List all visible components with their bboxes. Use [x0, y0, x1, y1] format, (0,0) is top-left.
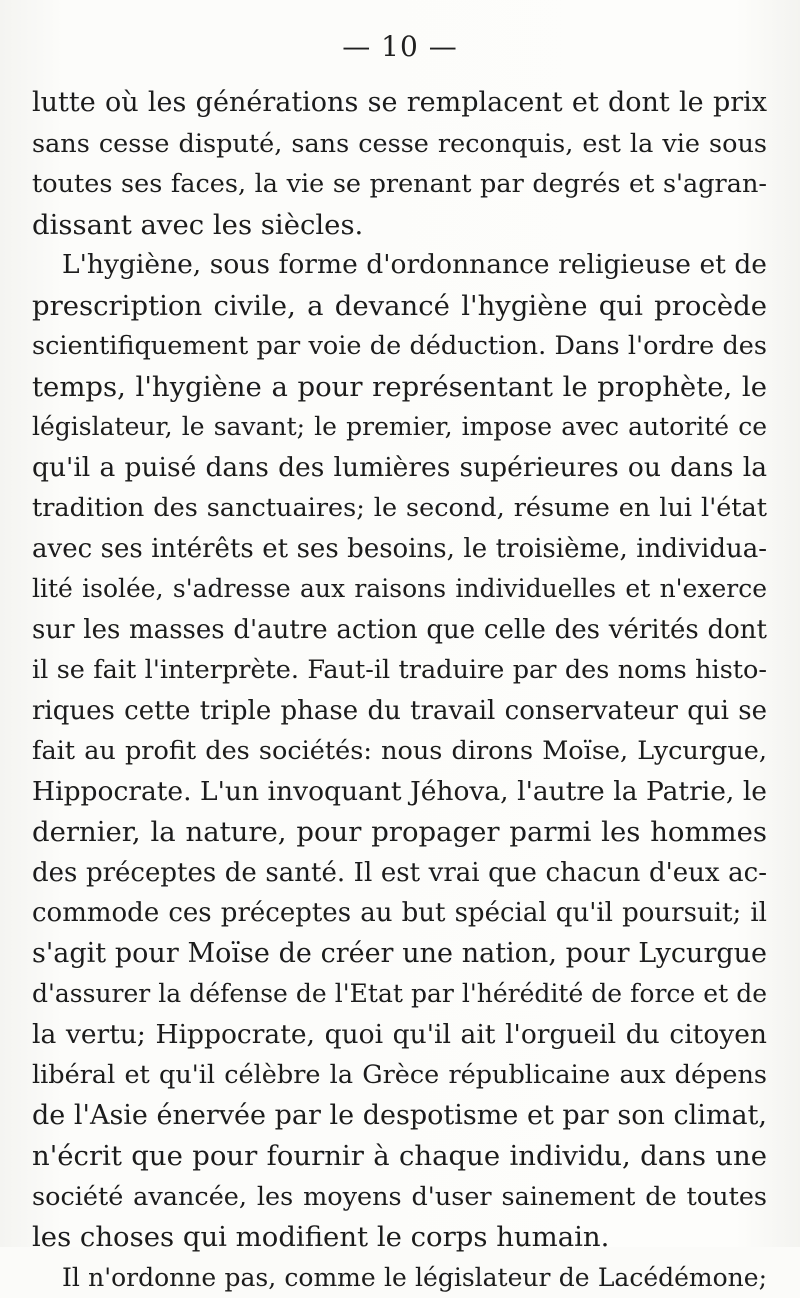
- text-line: Il n'ordonne pas, comme le législateur de Lacédémone;: [32, 1258, 767, 1298]
- text-line: qu'il a puisé dans des lumières supérieures ou dans la: [32, 448, 767, 489]
- text-line: d'assurer la défense de l'Etat par l'hérédité de force et de: [32, 974, 767, 1015]
- text-line: la vertu; Hippocrate, quoi qu'il ait l'orgueil du citoyen: [32, 1015, 767, 1056]
- text-line: dissant avec les siècles.: [32, 205, 767, 246]
- text-line: Hippocrate. L'un invoquant Jéhova, l'autre la Patrie, le: [32, 772, 767, 813]
- text-line: législateur, le savant; le premier, impose avec autorité ce: [32, 407, 767, 448]
- text-line: avec ses intérêts et ses besoins, le troisième, individua-: [32, 529, 767, 570]
- text-line: des préceptes de santé. Il est vrai que chacun d'eux ac-: [32, 853, 767, 894]
- text-line: toutes ses faces, la vie se prenant par degrés et s'agran-: [32, 164, 767, 205]
- text-line: société avancée, les moyens d'user sainement de toutes: [32, 1177, 767, 1218]
- page-number: — 10 —: [0, 30, 800, 63]
- text-line: dernier, la nature, pour propager parmi les hommes: [32, 812, 767, 853]
- text-line: scientifiquement par voie de déduction. Dans l'ordre des: [32, 326, 767, 367]
- text-line: libéral et qu'il célèbre la Grèce républicaine aux dépens: [32, 1055, 767, 1096]
- text-line: sur les masses d'autre action que celle des vérités dont: [32, 610, 767, 651]
- text-line: riques cette triple phase du travail conservateur qui se: [32, 691, 767, 732]
- text-line: n'écrit que pour fournir à chaque individu, dans une: [32, 1136, 767, 1177]
- body-text: [32, 83, 767, 1298]
- text-line: de l'Asie énervée par le despotisme et par son climat,: [32, 1096, 767, 1137]
- text-line: lité isolée, s'adresse aux raisons individuelles et n'exerce: [32, 569, 767, 610]
- text-line: commode ces préceptes au but spécial qu'il poursuit; il: [32, 893, 767, 934]
- text-line: tradition des sanctuaires; le second, résume en lui l'état: [32, 488, 767, 529]
- text-line: lutte où les générations se remplacent et dont le prix: [32, 83, 767, 124]
- text-line: s'agit pour Moïse de créer une nation, pour Lycurgue: [32, 934, 767, 975]
- text-line: temps, l'hygiène a pour représentant le prophète, le: [32, 367, 767, 408]
- text-line: prescription civile, a devancé l'hygiène qui procède: [32, 286, 767, 327]
- text-line: L'hygiène, sous forme d'ordonnance religieuse et de: [32, 245, 767, 286]
- text-line: il se fait l'interprète. Faut-il traduire par des noms histo-: [32, 650, 767, 691]
- text-line: les choses qui modifient le corps humain.: [32, 1217, 767, 1258]
- text-line: fait au profit des sociétés: nous dirons Moïse, Lycurgue,: [32, 731, 767, 772]
- text-line: sans cesse disputé, sans cesse reconquis, est la vie sous: [32, 124, 767, 165]
